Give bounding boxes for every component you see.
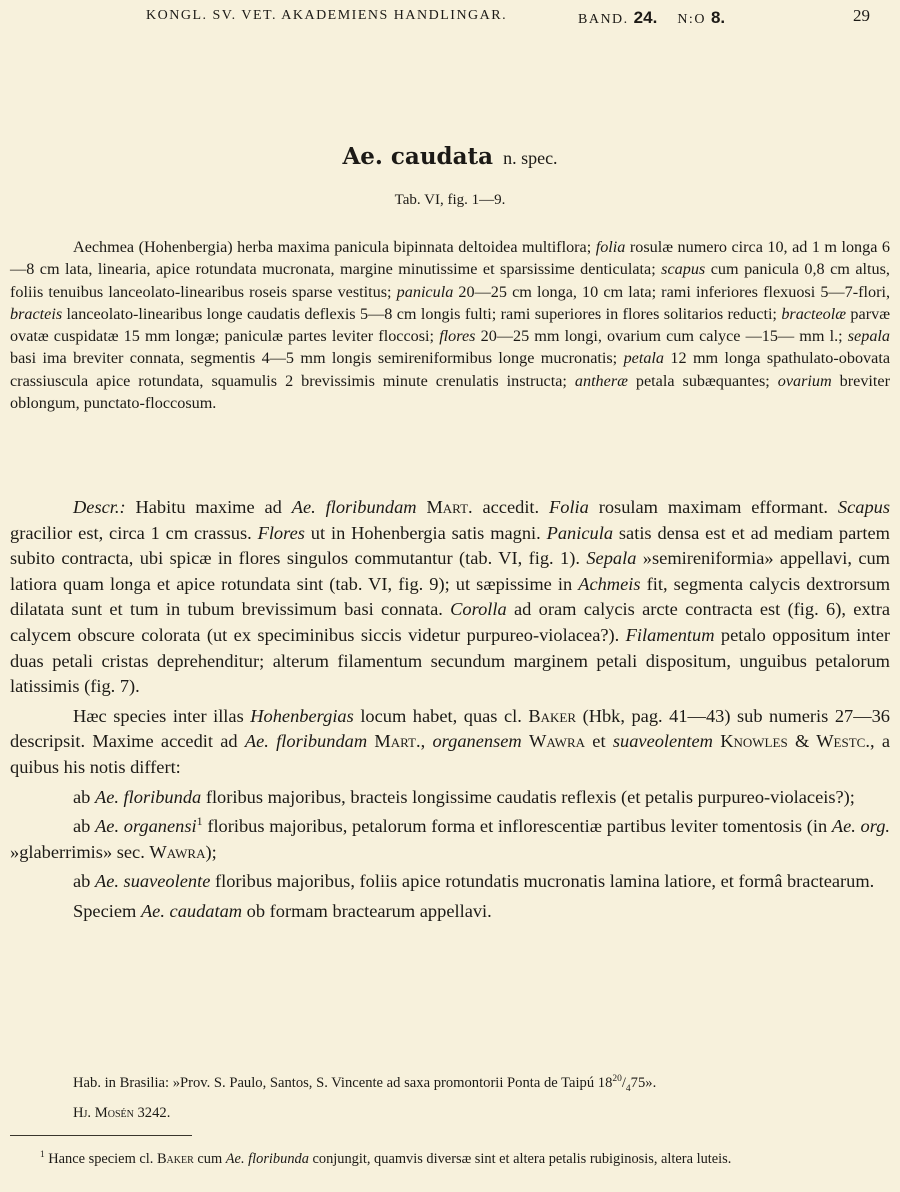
no-number: 8. xyxy=(710,8,726,27)
italic-term: petala xyxy=(623,349,665,368)
no-label: N:O xyxy=(677,12,706,27)
italic-term: Sepala xyxy=(586,548,637,569)
text-run: Aechmea (Hohenbergia) herba maxima panicula bipinnata deltoidea multiflora; xyxy=(73,238,596,256)
author-name: Mart. xyxy=(374,731,421,752)
text-run: locum habet, quas cl. xyxy=(353,705,529,726)
italic-term: Folia xyxy=(549,497,589,517)
author-name: Wawra xyxy=(149,841,206,862)
author-name: Baker xyxy=(156,1151,194,1167)
diagnosis-paragraph xyxy=(10,236,890,414)
text-run: ab xyxy=(73,816,96,837)
description-body xyxy=(10,495,890,929)
text-run: 20—25 mm longi, ovarium cum calyce —15— mm l.; xyxy=(475,327,848,346)
text-run: lanceolato-linearibus longe caudatis deflexis 5—8 cm longis fulti; rami superiores in flores solitarios reducti; xyxy=(62,304,782,323)
italic-term: bracteolæ xyxy=(781,304,847,323)
italic-term: Ae. suaveolente xyxy=(94,871,211,892)
italic-term: Ae. organensi xyxy=(95,816,197,837)
text-run: , a quibus his notis differt: xyxy=(10,731,890,777)
naming-paragraph xyxy=(10,899,890,925)
italic-term: Ae. floribundam xyxy=(244,731,368,752)
text-run: ob formam bractearum appellavi. xyxy=(242,900,492,921)
text-run: rosulæ numero circa 10, ad 1 m longa 6—8 cm lata, linearia, apice rotundata mucronata, margine minutissime et sparsissime denticulata; xyxy=(10,238,890,279)
text-run: floribus majoribus, foliis apice rotundatis mucronatis lamina latiore, et formâ bractearum. xyxy=(210,871,875,892)
description-paragraph xyxy=(10,495,890,700)
italic-term: Hohenbergias xyxy=(250,705,354,726)
italic-term: Ae. org. xyxy=(831,816,890,837)
italic-term: Scapus xyxy=(837,497,891,517)
text-run: Hæc species inter illas xyxy=(73,705,251,726)
text-run: fit, segmenta calycis dextrorsum dilatata sunt et tum in tubum brevissimum basi connata. xyxy=(10,573,890,620)
difference-suaveolens xyxy=(10,869,890,895)
italic-term: Ae. floribundam xyxy=(291,497,417,517)
text-run: accedit. xyxy=(472,497,550,517)
journal-title: KONGL. SV. VET. AKADEMIENS HANDLINGAR. xyxy=(146,8,508,23)
text-run: rosulam maximam efformant. xyxy=(588,497,838,517)
italic-term: Filamentum xyxy=(625,624,715,645)
text-run: breviter oblongum, punctato-floccosum. xyxy=(10,371,890,413)
text-run: Hance speciem cl. xyxy=(44,1151,157,1167)
running-header xyxy=(0,6,900,28)
text-run xyxy=(417,497,427,517)
text-run: ab xyxy=(73,871,95,892)
text-run: floribus majoribus, bracteis longissime caudatis reflexis (et petalis purpureo-violaceis?); xyxy=(201,786,855,807)
species-status: n. spec. xyxy=(503,148,558,168)
habitat-text: Hab. in Brasilia: »Prov. S. Paulo, Santos, S. Vincente ad saxa promontorii Ponta de Taipú $18^{20}/_475$». xyxy=(73,1074,657,1094)
italic-term: flores xyxy=(439,327,476,346)
text-run: ab xyxy=(73,786,95,807)
text-run: et xyxy=(585,731,613,752)
footnote-marker: 1 xyxy=(40,1150,45,1161)
text-run: parvæ ovatæ cuspidatæ 15 mm longæ; paniculæ partes leviter floccosi; xyxy=(10,304,890,346)
text-run: gracilior est, circa 1 cm crassus. xyxy=(10,522,258,543)
volume-info xyxy=(578,8,725,28)
italic-term: Ae. floribunda xyxy=(225,1151,309,1167)
italic-term: panicula xyxy=(396,282,454,301)
collector: Hj. Mosén 3242. xyxy=(73,1104,171,1121)
affinity-paragraph xyxy=(10,704,890,781)
italic-term: Flores xyxy=(257,522,305,543)
italic-term: sepala xyxy=(847,327,891,346)
text-run: petala subæquantes; xyxy=(627,371,778,390)
text-run: cum xyxy=(193,1151,226,1167)
text-run: ad oram calycis arcte contracta est (fig. 6), extra calycem obscure colorata (ut ex speciminibus siccis videtur purpureo-violacea?). xyxy=(10,599,890,645)
footnote-marker: 1 xyxy=(196,814,203,828)
text-run: cum panicula 0,8 cm altus, foliis tenuibus lanceolato-linearibus roseis sparse vestitus; xyxy=(10,260,890,301)
band-label: BAND. xyxy=(578,12,629,27)
author-name: Baker xyxy=(528,705,577,726)
italic-term: Panicula xyxy=(546,522,614,543)
difference-floribunda xyxy=(10,785,890,811)
text-run: Habitu maxime ad xyxy=(125,497,292,517)
footnote-rule xyxy=(10,1135,192,1136)
text-run xyxy=(522,731,529,751)
italic-term: Corolla xyxy=(450,599,507,620)
author-name: Mart. xyxy=(426,497,473,517)
text-run: conjungit, quamvis diversæ sint et altera petalis rubiginosis, altera luteis. xyxy=(308,1151,732,1167)
page-number: 29 xyxy=(853,6,870,25)
author-name: Wawra xyxy=(528,731,586,752)
italic-term: scapus xyxy=(661,260,706,279)
text-run: satis densa est et ad mediam partem subito contracta, ubi spicæ in flores singulos commutantur (tab. VI, fig. 1). xyxy=(10,522,890,569)
species-title xyxy=(0,143,900,170)
text-run: 12 mm longa spathulato-obovata crassiuscula apice rotundata, squamulis 2 brevissimis minute crenulatis instructa; xyxy=(10,349,891,390)
italic-term: Descr.: xyxy=(73,497,126,517)
text-run: »semireniformia» appellavi, cum latiora quam longa et apice rotundata sint (tab. VI, fig. 9); ut sæpissime in xyxy=(10,548,890,594)
text-run: Speciem xyxy=(73,900,141,921)
plate-reference: Tab. VI, fig. 1—9. xyxy=(394,192,506,208)
text-run: 20—25 cm longa, 10 cm lata; rami inferiores flexuosi 5—7-flori, xyxy=(453,282,891,301)
band-number: 24. xyxy=(633,8,658,27)
text-run: ut in Hohenbergia satis magni. xyxy=(304,522,547,543)
text-run: , xyxy=(420,731,433,752)
italic-term: suaveolentem xyxy=(612,731,713,752)
author-name: Knowles & Westc. xyxy=(720,731,870,752)
italic-term: ovarium xyxy=(777,371,832,390)
text-run: (Hbk, pag. 41—43) sub numeris 27—36 descripsit. Maxime accedit ad xyxy=(10,705,890,752)
footnote xyxy=(10,1149,890,1170)
difference-organensis xyxy=(10,814,890,865)
italic-term: Ae. floribunda xyxy=(94,786,202,807)
italic-term: antheræ xyxy=(574,371,628,390)
text-run: basi ima breviter connata, segmentis 4—5 mm longis semireniformibus longe mucronatis; xyxy=(10,349,624,368)
text-run: floribus majoribus, petalorum forma et inflorescentiæ partibus leviter tomentosis (in xyxy=(202,816,832,837)
species-name: Ae. caudata xyxy=(342,143,494,170)
text-run: ); xyxy=(205,841,217,862)
italic-term: Ae. caudatam xyxy=(140,900,243,921)
text-run: petalo oppositum inter duas petali cristas deprehenditur; alterum filamentum secundum marginem petali dispositum, unguibus petalorum latissimis (fig. 7). xyxy=(10,624,890,697)
italic-term: Achmeis xyxy=(578,573,641,594)
habitat-note xyxy=(73,1071,656,1125)
italic-term: folia xyxy=(595,238,626,256)
text-run: »glaberrimis» sec. xyxy=(10,841,150,862)
italic-term: bracteis xyxy=(10,304,63,323)
italic-term: organensem xyxy=(432,731,522,752)
